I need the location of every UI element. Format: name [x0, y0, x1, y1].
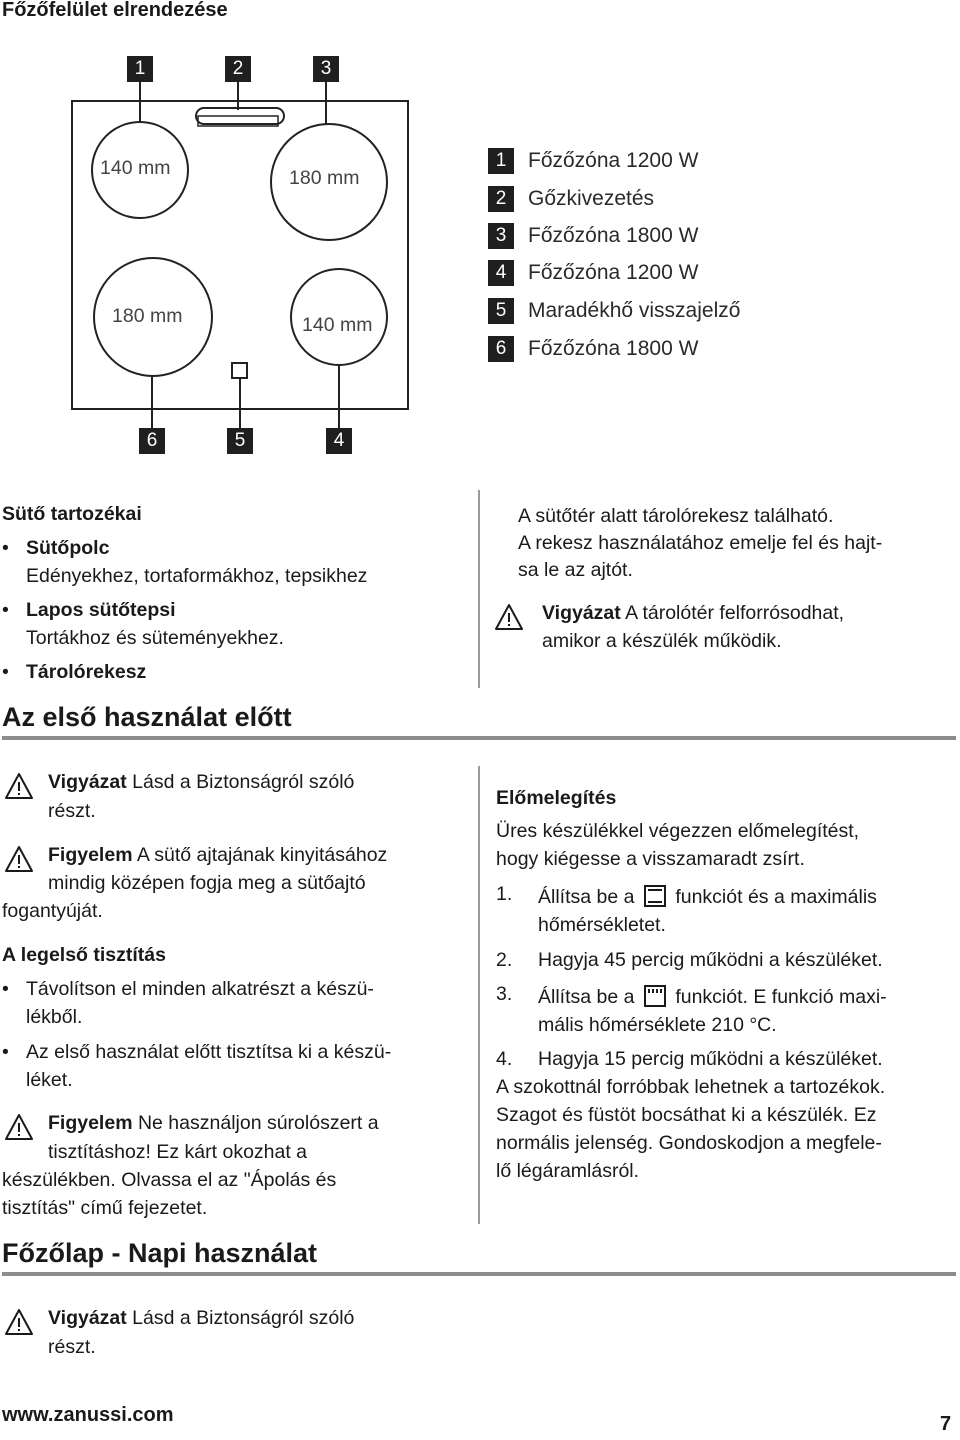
preheat-intro: Üres készülékkel végezzen előmelegítést, [496, 820, 860, 842]
bullet: • [2, 661, 9, 683]
diagram-callout-4: 4 [326, 428, 352, 454]
warning-text: A sütő ajtajának kinyitásához [132, 844, 388, 866]
step-text: Állítsa be a [538, 986, 635, 1008]
zone-label-front-right: 140 mm [302, 314, 373, 336]
legend-text: Gőzkivezetés [528, 187, 655, 210]
accessory-name: Tárolórekesz [26, 661, 147, 683]
legend-text: Maradékhő visszajelző [528, 299, 741, 322]
warning-icon [494, 603, 524, 631]
legend-text: Főzőzóna 1800 W [528, 224, 699, 247]
warning-text: Ne használjon súrolószert a [132, 1112, 379, 1134]
step-number: 3. [496, 983, 513, 1005]
column-divider [478, 766, 480, 1224]
section-rule [2, 1272, 956, 1276]
section-rule [2, 736, 956, 740]
warning-text: fogantyúját. [2, 900, 103, 922]
preheat-outro: normális jelenség. Gondoskodjon a megfele- [496, 1132, 882, 1154]
preheat-intro: hogy kiégesse a visszamaradt zsírt. [496, 848, 805, 870]
warning-text: tisztításhoz! Ez kárt okozhat a [48, 1141, 308, 1163]
warning-text: A tárolótér felforrósodhat, [620, 602, 845, 624]
zone-label-front-left: 140 mm [100, 157, 171, 179]
accessory-name: Sütőpolc [26, 537, 110, 559]
diagram-callout-6: 6 [139, 428, 165, 454]
page-header-title: Főzőfelület elrendezése [2, 0, 228, 21]
diagram-callout-1: 1 [127, 56, 153, 82]
accessory-desc: Tortákhoz és süteményekhez. [26, 627, 284, 649]
cleaning-step: lékből. [26, 1006, 83, 1028]
warning-text: részt. [48, 1336, 96, 1358]
grill-icon [644, 985, 666, 1007]
cleaning-title: A legelső tisztítás [2, 944, 166, 966]
bullet: • [2, 599, 9, 621]
warning-icon [4, 845, 34, 873]
bullet: • [2, 537, 9, 559]
preheat-step: Hagyja 45 percig működni a készüléket. [538, 949, 883, 971]
accessory-desc: Edényekhez, tortaformákhoz, tepsikhez [26, 565, 368, 587]
legend-text: Főzőzóna 1200 W [528, 149, 699, 172]
diagram-callout-5: 5 [227, 428, 253, 454]
preheat-outro: Szagot és füstöt bocsáthat ki a készülék. Ez [496, 1104, 877, 1126]
preheat-step: mális hőmérséklete 210 °C. [538, 1014, 777, 1036]
diagram-callout-3: 3 [313, 56, 339, 82]
warning-text: készülékben. Olvassa el az "Ápolás és [2, 1169, 337, 1191]
warning-text: részt. [48, 800, 96, 822]
step-number: 1. [496, 883, 513, 905]
storage-text: A rekesz használatához emelje fel és hajt- [518, 532, 883, 554]
warning-text: mindig középen fogja meg a sütőajtó [48, 872, 366, 894]
bullet: • [2, 1041, 9, 1063]
legend-number: 3 [488, 223, 514, 249]
storage-text: A sütőtér alatt tárolórekesz található. [518, 505, 834, 527]
bullet: • [2, 978, 9, 1000]
step-number: 2. [496, 949, 513, 971]
preheat-step: Hagyja 15 percig működni a készüléket. [538, 1048, 883, 1070]
column-divider [478, 490, 480, 688]
preheat-outro: lő légáramlásról. [496, 1160, 640, 1182]
section-heading-first-use: Az első használat előtt [2, 702, 292, 732]
warning-label: Figyelem [48, 844, 133, 866]
warning-label: Figyelem [48, 1112, 133, 1134]
preheat-title: Előmelegítés [496, 787, 617, 809]
preheat-step: hőmérsékletet. [538, 914, 666, 936]
warning-icon [4, 772, 34, 800]
warning-text: amikor a készülék működik. [542, 630, 782, 652]
page-number: 7 [940, 1413, 952, 1435]
step-text: funkciót. E funkció maxi- [675, 986, 887, 1008]
warning-icon [4, 1113, 34, 1141]
step-text: funkciót és a maximális [675, 886, 877, 908]
warning-text: Lásd a Biztonságról szóló [126, 771, 355, 793]
accessories-title: Sütő tartozékai [2, 503, 142, 525]
legend-number: 1 [488, 148, 514, 174]
step-text: Állítsa be a [538, 886, 635, 908]
cleaning-step: Az első használat előtt tisztítsa ki a készü- [26, 1041, 392, 1063]
legend-number: 6 [488, 336, 514, 362]
preheat-step [538, 883, 877, 911]
warning-label: Vigyázat [48, 1307, 127, 1329]
warning-text: Lásd a Biztonságról szóló [126, 1307, 355, 1329]
warning-text: tisztítás" című fejezetet. [2, 1197, 208, 1219]
footer-url[interactable]: www.zanussi.com [2, 1404, 174, 1426]
legend-text: Főzőzóna 1800 W [528, 337, 699, 360]
warning-label: Vigyázat [48, 771, 127, 793]
storage-text: sa le az ajtót. [518, 559, 633, 581]
zone-label-rear-right: 180 mm [289, 167, 360, 189]
cleaning-step: Távolítson el minden alkatrészt a készü- [26, 978, 374, 1000]
preheat-outro: A szokottnál forróbbak lehetnek a tartozékok. [496, 1076, 886, 1098]
accessory-name: Lapos sütőtepsi [26, 599, 176, 621]
preheat-step [538, 983, 887, 1011]
zone-label-rear-left: 180 mm [112, 305, 183, 327]
cleaning-step: léket. [26, 1069, 73, 1091]
diagram-callout-2: 2 [225, 56, 251, 82]
legend-number: 5 [488, 298, 514, 324]
section-heading-hob: Főzőlap - Napi használat [2, 1238, 318, 1268]
warning-icon [4, 1308, 34, 1336]
conventional-heat-icon [644, 885, 666, 907]
warning-label: Vigyázat [542, 602, 621, 624]
legend-number: 2 [488, 186, 514, 212]
legend-number: 4 [488, 260, 514, 286]
hob-layout-diagram [0, 50, 960, 470]
step-number: 4. [496, 1048, 513, 1070]
legend-text: Főzőzóna 1200 W [528, 261, 699, 284]
